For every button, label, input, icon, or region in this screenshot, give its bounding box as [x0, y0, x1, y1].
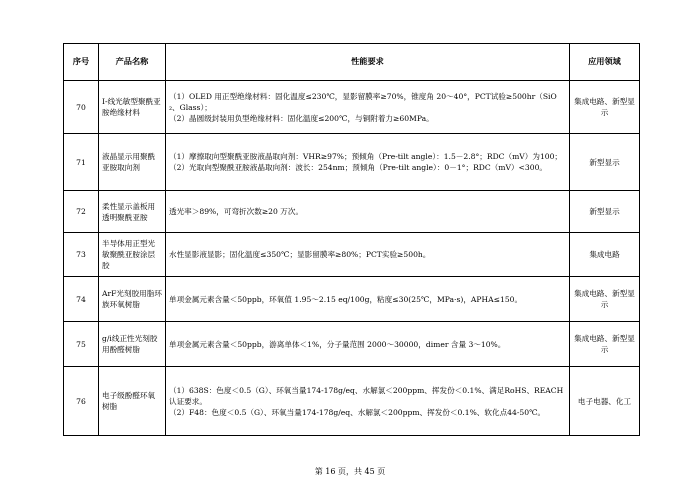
row-serial: 70	[64, 81, 99, 134]
row-serial: 73	[64, 233, 99, 277]
requirement-line: （2）晶圆级封装用负型绝缘材料：固化温度≤200℃，与铜附着力≥60MPa。	[169, 113, 434, 123]
table-row	[64, 322, 640, 367]
row-application: 集成电路、新型显示	[570, 81, 640, 134]
row-product-name: 液晶显示用聚酰亚胺取向剂	[99, 134, 166, 191]
table-row	[64, 367, 640, 436]
row-requirements	[166, 134, 570, 191]
requirement-line: 单项金属元素含量＜50ppb，环氧值 1.95～2.15 eq/100g，粘度≤30(25℃，MPa·s)，APHA≤150。	[169, 294, 523, 304]
row-product-name: 半导体用正型光敏聚酰亚胺涂层胶	[99, 233, 166, 277]
row-application: 新型显示	[570, 191, 640, 233]
row-requirements	[166, 277, 570, 322]
page-footer: 第 16 页，共 45 页	[314, 467, 386, 476]
table-row	[64, 233, 640, 277]
table-row	[64, 191, 640, 233]
requirement-line: 水性显影液显影；固化温度≤350℃；显影留膜率≥80%；PCT实验≥500h。	[169, 250, 431, 259]
row-product-name: 柔性显示盖板用透明聚酰亚胺	[99, 191, 166, 233]
header-application: 应用领域	[570, 44, 640, 81]
requirement-line: （1）638S：色度＜0.5（G）、环氧当量174-178g/eq、水解氯＜200ppm、挥发份＜0.1%、满足RoHS、REACH认证要求。	[169, 385, 564, 406]
row-product-name: I-线光敏型聚酰亚胺绝缘材料	[99, 81, 166, 134]
row-requirements	[166, 81, 570, 134]
row-application: 电子电器、化工	[570, 367, 640, 436]
requirement-line: 透光率＞89%，可弯折次数≥20 万次。	[169, 207, 304, 216]
row-application: 集成电路	[570, 233, 640, 277]
requirement-line: （2）光取向型聚酰亚胺液晶取向剂：波长：254nm；预倾角（Pre-tilt angle）：0－1°；RDC（mV）<300。	[169, 163, 548, 172]
requirement-line: 单项金属元素含量＜50ppb，游离单体＜1%，分子量范围 2000～30000，dimer 含量 3～10%。	[169, 339, 506, 349]
spec-table-container	[63, 43, 640, 436]
row-requirements	[166, 367, 570, 436]
row-product-name: ArF光刻胶用脂环族环氧树脂	[99, 277, 166, 322]
row-requirements	[166, 191, 570, 233]
row-product-name: g/i线正性光刻胶用酚醛树脂	[99, 322, 166, 367]
table-row	[64, 277, 640, 322]
header-performance: 性能要求	[166, 44, 570, 81]
row-serial: 71	[64, 134, 99, 191]
header-product-name: 产品名称	[99, 44, 166, 81]
requirement-line: （2）F48：色度＜0.5（G）、环氧当量174-178g/eq、水解氯＜200ppm、挥发份＜0.1%、软化点44-50℃。	[169, 407, 546, 417]
row-requirements	[166, 233, 570, 277]
header-serial: 序号	[64, 44, 99, 81]
row-application: 集成电路、新型显示	[570, 277, 640, 322]
row-serial: 74	[64, 277, 99, 322]
requirement-line: （1）摩擦取向型聚酰亚胺液晶取向剂：VHR≥97%；预倾角（Pre-tilt angle）：1.5－2.8°；RDC（mV）为100；	[169, 152, 563, 161]
row-requirements	[166, 322, 570, 367]
table-header-row	[64, 44, 640, 81]
requirement-line: （1）OLED 用正型绝缘材料：固化温度≤230℃，显影留膜率≥70%，锥度角 20～40°，PCT试验≥500hr（SiO₂、Glass）；	[169, 91, 557, 112]
table-row	[64, 81, 640, 134]
row-product-name: 电子级酚醛环氧树脂	[99, 367, 166, 436]
row-serial: 76	[64, 367, 99, 436]
spec-table	[63, 43, 640, 436]
row-serial: 75	[64, 322, 99, 367]
table-row	[64, 134, 640, 191]
row-serial: 72	[64, 191, 99, 233]
row-application: 新型显示	[570, 134, 640, 191]
row-application: 集成电路、新型显示	[570, 322, 640, 367]
